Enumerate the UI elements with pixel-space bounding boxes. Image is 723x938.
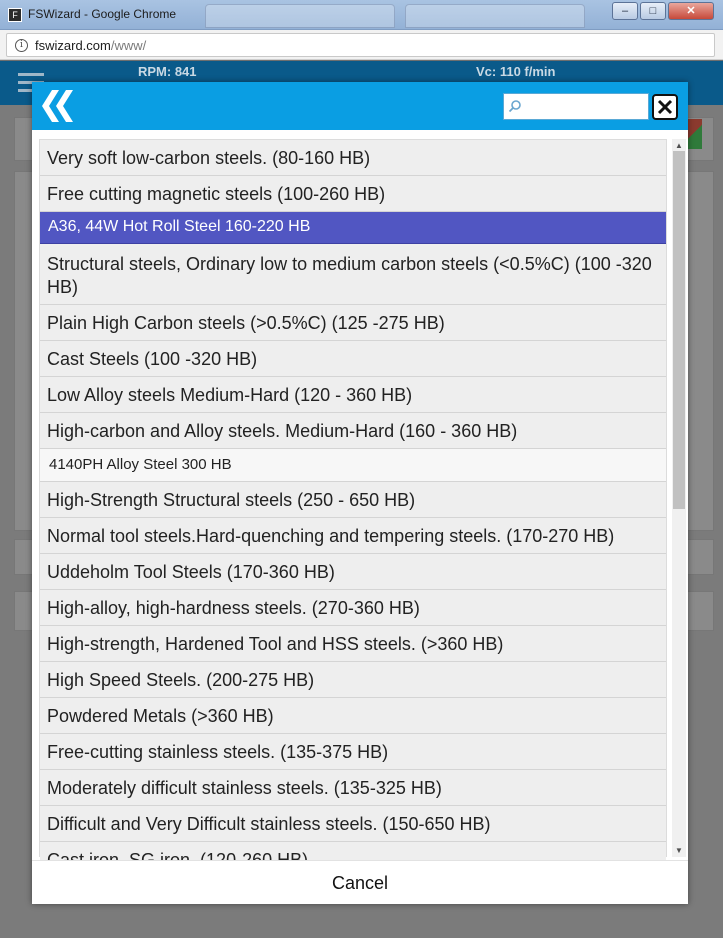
list-item[interactable]: High Speed Steels. (200-275 HB) — [40, 662, 666, 698]
list-item-selected[interactable]: A36, 44W Hot Roll Steel 160-220 HB — [40, 212, 666, 244]
scroll-up-arrow-icon[interactable]: ▲ — [675, 141, 683, 150]
url-text[interactable] — [35, 38, 146, 53]
list-item[interactable]: Structural steels, Ordinary low to medium carbon steels (<0.5%C) (100 -320 HB) — [40, 246, 666, 305]
material-list-items — [40, 140, 666, 878]
scroll-down-arrow-icon[interactable]: ▼ — [675, 846, 683, 855]
material-list[interactable] — [39, 139, 667, 857]
cancel-button[interactable]: Cancel — [32, 861, 688, 905]
back-button[interactable] — [38, 88, 78, 124]
scrollbar-thumb[interactable] — [673, 151, 685, 509]
app-favicon-icon: F — [8, 8, 22, 22]
background-tab[interactable] — [405, 4, 585, 28]
list-item[interactable]: High-carbon and Alloy steels. Medium-Hard (160 - 360 HB) — [40, 413, 666, 449]
scrollbar[interactable] — [672, 139, 686, 857]
list-item[interactable]: High-Strength Structural steels (250 - 650 HB) — [40, 482, 666, 518]
list-item[interactable]: 4140PH Alloy Steel 300 HB — [40, 449, 666, 482]
rpm-readout: RPM: 841 — [138, 64, 197, 79]
url-path: /www/ — [110, 38, 147, 53]
close-button[interactable] — [652, 94, 678, 120]
list-item[interactable]: Difficult and Very Difficult stainless steels. (150-650 HB) — [40, 806, 666, 842]
address-bar — [0, 30, 723, 60]
site-info-icon[interactable]: i — [15, 39, 28, 52]
url-host: fswizard.com — [35, 38, 111, 53]
url-omnibox[interactable] — [6, 33, 715, 57]
double-chevron-left-icon — [38, 88, 78, 124]
window-close-button[interactable]: ✕ — [668, 2, 714, 20]
minimize-button[interactable]: – — [612, 2, 638, 20]
search-input[interactable] — [524, 95, 646, 118]
list-item[interactable]: Free cutting magnetic steels (100-260 HB) — [40, 176, 666, 212]
window-title: FSWizard - Google Chrome — [28, 7, 177, 21]
list-item[interactable]: Uddeholm Tool Steels (170-360 HB) — [40, 554, 666, 590]
list-item[interactable]: Normal tool steels.Hard-quenching and tempering steels. (170-270 HB) — [40, 518, 666, 554]
search-icon — [508, 99, 522, 113]
dialog-header — [32, 82, 688, 130]
browser-title-bar — [0, 0, 723, 30]
close-icon — [657, 99, 673, 115]
list-item[interactable]: High-alloy, high-hardness steels. (270-360 HB) — [40, 590, 666, 626]
material-select-dialog — [32, 82, 688, 904]
background-tab[interactable] — [205, 4, 395, 28]
list-item[interactable]: Very soft low-carbon steels. (80-160 HB) — [40, 140, 666, 176]
dialog-footer — [32, 860, 688, 904]
list-item[interactable]: Low Alloy steels Medium-Hard (120 - 360 HB) — [40, 377, 666, 413]
list-item[interactable]: Moderately difficult stainless steels. (135-325 HB) — [40, 770, 666, 806]
list-item[interactable]: Powdered Metals (>360 HB) — [40, 698, 666, 734]
list-item[interactable]: Free-cutting stainless steels. (135-375 HB) — [40, 734, 666, 770]
vc-readout: Vc: 110 f/min — [476, 64, 556, 79]
list-item[interactable]: Cast Steels (100 -320 HB) — [40, 341, 666, 377]
maximize-button[interactable]: □ — [640, 2, 666, 20]
search-box[interactable] — [503, 93, 649, 120]
list-item[interactable]: High-strength, Hardened Tool and HSS steels. (>360 HB) — [40, 626, 666, 662]
list-item[interactable]: Plain High Carbon steels (>0.5%C) (125 -275 HB) — [40, 305, 666, 341]
